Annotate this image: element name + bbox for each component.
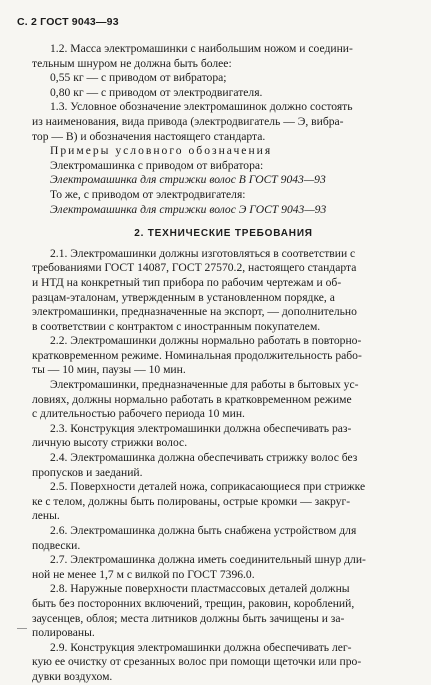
text-line: требованиями ГОСТ 14087, ГОСТ 27570.2, настоящего стандарта [32, 261, 357, 275]
section-2-title: 2. ТЕХНИЧЕСКИЕ ТРЕБОВАНИЯ [134, 228, 313, 240]
paragraph-1-2 [32, 42, 415, 100]
paragraph-2-8 [32, 582, 415, 640]
paragraph-2-2 [32, 334, 415, 422]
text-line: 2.6. Электромашинка должна быть снабжена устройством для [50, 524, 357, 537]
text-line: ке с телом, должны быть полированы, острые кромки — закруг- [32, 494, 351, 508]
text-line: подвески. [32, 538, 81, 552]
text-line: 2.4. Электромашинка должна обеспечивать стрижку волос без [50, 451, 358, 465]
text-line: 2.5. Поверхности деталей ножа, соприкасающиеся при стрижке [50, 480, 366, 494]
paragraph-2-7 [32, 553, 415, 582]
mass-vibrator: 0,55 кг — с приводом от вибратора; [50, 71, 227, 85]
text-line: кратковременном режиме. Номинальная продолжительность рабо- [32, 348, 362, 362]
paragraph-1-3 [32, 100, 415, 217]
text-line: кую ее очистку от срезанных волос при помощи щеточки или про- [32, 655, 362, 669]
page-corner-mark [17, 628, 27, 629]
text-line: 2.1. Электромашинки должны изготовляться в соответствии с [50, 246, 356, 260]
paragraph-2-6 [32, 524, 415, 553]
example-2-label: То же, с приводом от электродвигателя: [50, 187, 246, 201]
text-line: 2.2. Электромашинки должны нормально работать в повторно- [50, 334, 362, 348]
text-line: разцам-эталонам, утвержденным в установленном порядке, а [32, 290, 335, 304]
text-line: ной не менее 1,7 м с вилкой по ГОСТ 7396.0. [32, 567, 255, 581]
paragraph-2-5 [32, 480, 415, 524]
paragraph-2-9 [32, 641, 415, 685]
text-line: лены. [32, 509, 60, 523]
examples-title: Примеры условного обозначения [50, 144, 273, 158]
text-line: 1.2. Масса электромашинки с наибольшим ножом и соедини- [50, 42, 353, 55]
text-line: ты — 10 мин, паузы — 10 мин. [32, 363, 186, 377]
paragraph-2-4 [32, 451, 415, 480]
text-line: 2.7. Электромашинка должна иметь соединительный шнур дли- [50, 553, 366, 567]
paragraph-2-3 [32, 422, 415, 451]
text-line: 2.3. Конструкция электромашинки должна обеспечивать раз- [50, 421, 352, 435]
page-header: С. 2 ГОСТ 9043—93 [17, 16, 119, 28]
text-line: в соответствии с контрактом с иностранным покупателем. [32, 319, 321, 333]
text-line: 2.9. Конструкция электромашинки должна обеспечивать лег- [50, 640, 352, 654]
text-line: ловиях, должны нормально работать в кратковременном режиме [32, 392, 352, 406]
text-line: тельным шнуром не должна быть более: [32, 56, 232, 70]
text-line: тор — В) и обозначения настоящего стандарта. [32, 129, 266, 143]
text-line: личную высоту стрижки волос. [32, 436, 188, 450]
example-1-label: Электромашинка с приводом от вибратора: [50, 158, 264, 172]
text-line: и НТД на конкретный тип прибора по рабочим чертежам и об- [32, 275, 342, 289]
example-2-value: Электромашинка для стрижки волос Э ГОСТ 9043—93 [50, 202, 327, 216]
document-body [32, 42, 415, 685]
text-line: пропусков и заеданий. [32, 465, 143, 479]
text-line: с длительностью рабочего периода 10 мин. [32, 407, 245, 421]
text-line: заусенцев, облоя; места литников должны быть зачищены и за- [32, 611, 345, 625]
text-line: быть без посторонних включений, трещин, раковин, короблений, [32, 596, 355, 610]
text-line: дувки воздухом. [32, 669, 113, 683]
mass-motor: 0,80 кг — с приводом от электродвигателя. [50, 85, 263, 99]
text-line: полированы. [32, 626, 95, 640]
text-line: из наименования, вида привода (электродвигатель — Э, вибра- [32, 114, 344, 128]
example-1-value: Электромашинка для стрижки волос В ГОСТ 9043—93 [50, 173, 326, 187]
paragraph-2-1 [32, 247, 415, 335]
text-line: 2.8. Наружные поверхности пластмассовых деталей должны [50, 582, 350, 596]
text-line: 1.3. Условное обозначение электромашинок должно состоять [50, 100, 353, 114]
text-line: электромашинки, предназначенные на экспорт, — дополнительно [32, 305, 357, 319]
text-line: Электромашинки, предназначенные для работы в бытовых ус- [50, 378, 359, 392]
